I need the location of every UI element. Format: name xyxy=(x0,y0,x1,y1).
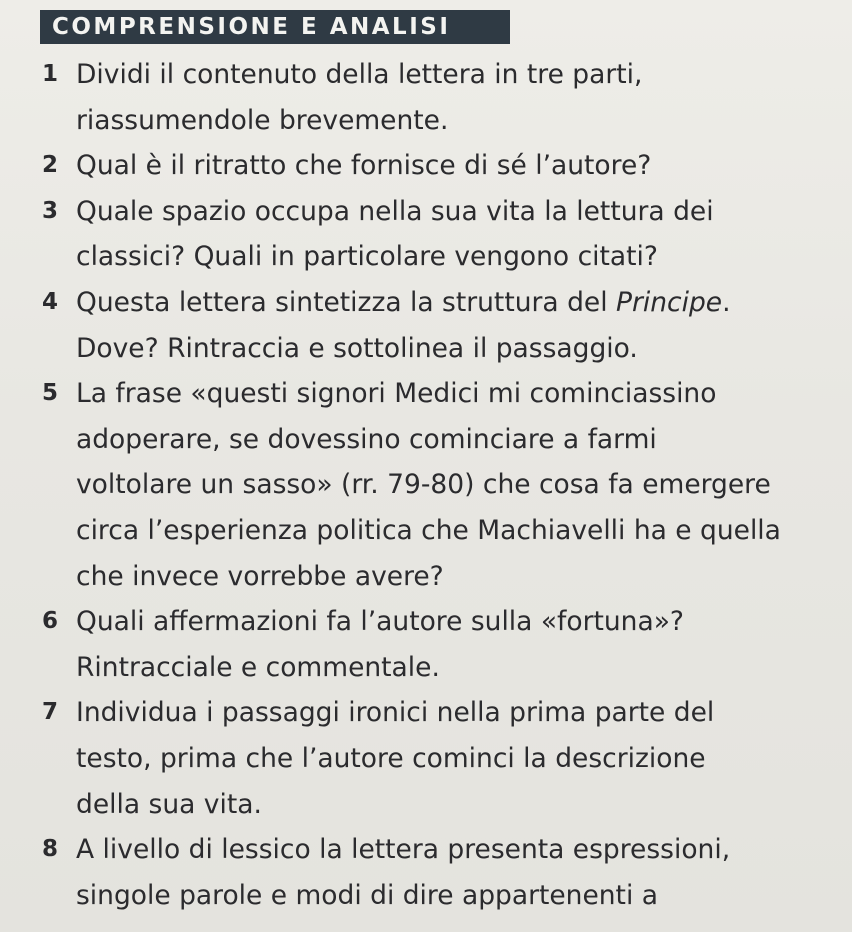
question-number: 8 xyxy=(42,836,59,863)
question-text-line: Rintracciale e commentale. xyxy=(76,651,440,683)
question-text-part: Questa lettera sintetizza la struttura del xyxy=(76,286,616,318)
question-text-line: Quale spazio occupa nella sua vita la lettura dei xyxy=(76,195,714,227)
question-number: 6 xyxy=(42,608,59,635)
question-list xyxy=(0,52,852,918)
question-text-line: adoperare, se dovessino cominciare a farmi xyxy=(76,423,657,455)
question-6 xyxy=(0,599,852,690)
question-text-line xyxy=(0,280,852,326)
section-heading: COMPRENSIONE E ANALISI xyxy=(40,10,510,44)
book-title-italic: Principe xyxy=(615,286,723,318)
question-5 xyxy=(0,371,852,599)
question-3 xyxy=(0,189,852,280)
question-2 xyxy=(0,143,852,189)
question-number: 3 xyxy=(42,197,59,224)
question-text-line: Dividi il contenuto della lettera in tre parti, xyxy=(76,59,643,90)
question-8 xyxy=(0,827,852,918)
question-4 xyxy=(0,280,852,371)
question-text-line: circa l’esperienza politica che Machiavelli ha e quella xyxy=(76,514,781,546)
question-number: 2 xyxy=(42,152,59,179)
question-text-line: riassumendole brevemente. xyxy=(76,104,449,136)
question-text-line: testo, prima che l’autore cominci la descrizione xyxy=(76,742,706,774)
question-text-line: Qual è il ritratto che fornisce di sé l’autore? xyxy=(76,150,652,182)
question-number: 7 xyxy=(42,699,59,726)
question-7 xyxy=(0,690,852,827)
question-number: 1 xyxy=(42,61,59,87)
question-text-line: della sua vita. xyxy=(76,788,262,820)
question-number: 4 xyxy=(42,288,59,315)
question-text-line: Individua i passaggi ironici nella prima parte del xyxy=(76,697,715,729)
question-1 xyxy=(0,52,852,143)
question-text-line: La frase «questi signori Medici mi cominciassino xyxy=(76,378,717,410)
question-text-line: Quali affermazioni fa l’autore sulla «fortuna»? xyxy=(76,606,684,638)
question-number: 5 xyxy=(42,380,59,407)
question-text-line: che invece vorrebbe avere? xyxy=(76,560,444,592)
question-text-line: A livello di lessico la lettera presenta espressioni, xyxy=(76,834,731,866)
question-text-part: . xyxy=(722,286,731,318)
question-text-line: classici? Quali in particolare vengono citati? xyxy=(76,241,658,273)
question-text-line: voltolare un sasso» (rr. 79-80) che cosa fa emergere xyxy=(76,469,771,501)
question-text-line: singole parole e modi di dire appartenenti a xyxy=(76,879,658,911)
question-text-line: Dove? Rintraccia e sottolinea il passaggio. xyxy=(76,332,638,364)
